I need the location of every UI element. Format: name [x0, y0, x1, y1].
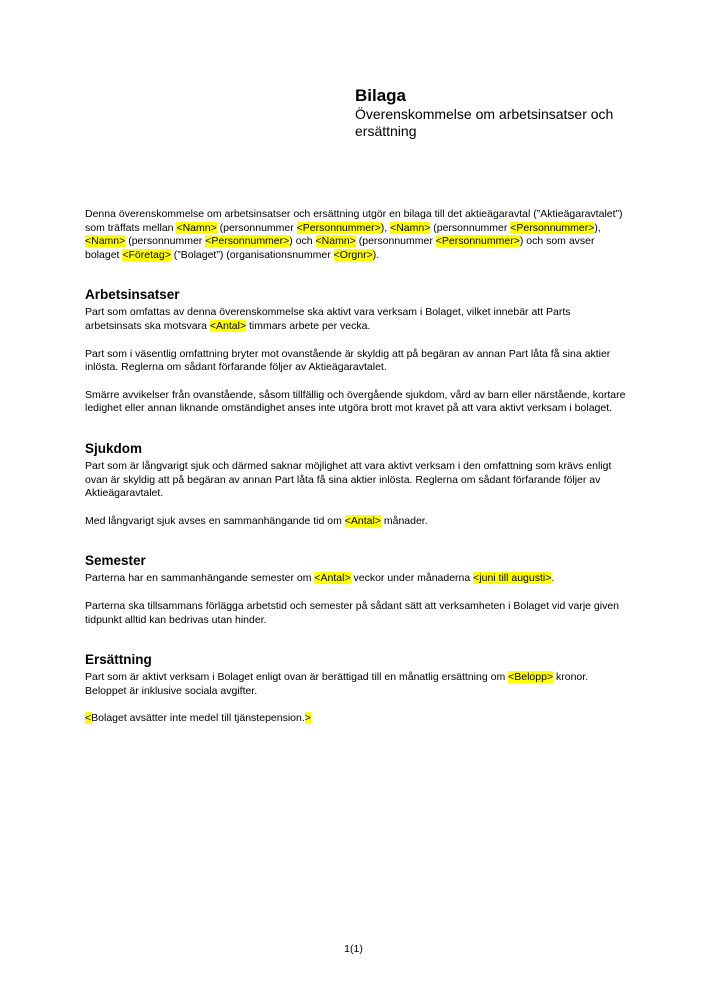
placeholder-antal: <Antal>	[209, 319, 247, 332]
placeholder-antal: <Antal>	[314, 572, 351, 585]
ersattning-paragraph-1	[85, 671, 630, 698]
page-number: 1(1)	[344, 943, 363, 955]
text-run: Med långvarigt sjuk avses en sammanhängande tid om	[85, 514, 345, 527]
heading-ersattning: Ersättning	[85, 652, 152, 668]
arbetsinsatser-paragraph-2: Part som i väsentlig omfattning bryter mot ovanstående är skyldig att på begäran av annan Part låta få sina aktier inlösta. Reglerna om sådant förfarande följer av Aktieägaravtalet.	[85, 347, 611, 374]
text-run: Part som omfattas av denna överenskommelse ska aktivt vara verksam i Bolaget, vilket innebär att Parts arbetsinsats ska motsvara	[85, 306, 571, 332]
placeholder-personnummer: <Personnummer>	[205, 235, 290, 248]
semester-paragraph-1	[85, 572, 630, 586]
text-run: (personnummer	[216, 221, 297, 234]
placeholder-foretag: <Företag>	[122, 248, 171, 261]
title-block	[355, 86, 675, 140]
intro-paragraph	[85, 208, 630, 262]
placeholder-namn: <Namn>	[176, 221, 217, 234]
document-title: Bilaga	[355, 86, 407, 105]
text-run: ) och	[289, 235, 316, 248]
sjukdom-paragraph-1: Part som är långvarigt sjuk och därmed saknar möjlighet att vara aktivt verksam i den omfattning som krävs enligt ovan är skyldig att på begäran av annan Part låta få sina aktier inlösta. Reglerna om sådant förfarande följer av Aktieägaravtalet.	[85, 459, 612, 500]
text-run: (personnummer	[125, 235, 206, 248]
document-body	[85, 208, 630, 740]
text-run: .	[551, 572, 555, 585]
heading-semester: Semester	[85, 553, 146, 569]
optional-close-marker: >	[304, 712, 311, 725]
text-run: ),	[594, 221, 601, 234]
text-run: månader.	[380, 514, 428, 527]
text-run: veckor under månaderna	[350, 572, 474, 585]
placeholder-orgnr: <Orgnr>	[333, 248, 373, 261]
text-run: (personnummer	[355, 235, 436, 248]
text-run: Part som är aktivt verksam i Bolaget enligt ovan är berättigad till en månatlig ersättning om	[85, 671, 509, 684]
optional-open-marker: <	[85, 712, 92, 725]
sjukdom-paragraph-2	[85, 515, 630, 529]
text-run: Denna överenskommelse om arbetsinsatser och ersättning utgör en bilaga till det aktieägaravtal (”Aktieägaravtalet”) som träffats mellan	[85, 208, 623, 234]
arbetsinsatser-paragraph-3: Smärre avvikelser från ovanstående, såsom tillfällig och övergående sjukdom, vård av barn eller närstående, kortare ledighet eller annan liknande omständighet anses inte utgöra brott mot kravet på att vara aktivt verksam i bolaget.	[85, 388, 626, 415]
text-run: ),	[380, 221, 391, 234]
text-run: kronor. Beloppet är inklusive sociala avgifter.	[85, 671, 589, 697]
semester-paragraph-2: Parterna ska tillsammans förlägga arbetstid och semester på sådant sätt att verksamheten i Bolaget vid varje given tidpunkt alltid kan bedrivas utan hinder.	[85, 599, 620, 626]
ersattning-paragraph-2	[85, 712, 630, 726]
placeholder-namn: <Namn>	[85, 235, 126, 248]
document-subtitle: Överenskommelse om arbetsinsatser och ersättning	[355, 106, 614, 139]
placeholder-period: <juni till augusti>	[473, 572, 552, 585]
placeholder-antal: <Antal>	[344, 514, 381, 527]
heading-sjukdom: Sjukdom	[85, 440, 143, 456]
placeholder-personnummer: <Personnummer>	[296, 221, 381, 234]
text-run: (personnummer	[430, 221, 511, 234]
text-run: Parterna har en sammanhängande semester om	[85, 572, 315, 585]
text-run: (”Bolaget”) (organisationsnummer	[170, 248, 334, 261]
text-run: ) och som avser bolaget	[85, 235, 595, 261]
placeholder-belopp: <Belopp>	[508, 671, 554, 684]
placeholder-personnummer: <Personnummer>	[510, 221, 595, 234]
placeholder-personnummer: <Personnummer>	[435, 235, 520, 248]
arbetsinsatser-paragraph-1	[85, 306, 630, 333]
text-run: timmars arbete per vecka.	[246, 319, 371, 332]
text-run: ).	[372, 248, 380, 261]
heading-arbetsinsatser: Arbetsinsatser	[85, 287, 180, 303]
placeholder-namn: <Namn>	[390, 221, 431, 234]
optional-clause-text: Bolaget avsätter inte medel till tjänstepension.	[91, 712, 305, 725]
placeholder-namn: <Namn>	[315, 235, 356, 248]
